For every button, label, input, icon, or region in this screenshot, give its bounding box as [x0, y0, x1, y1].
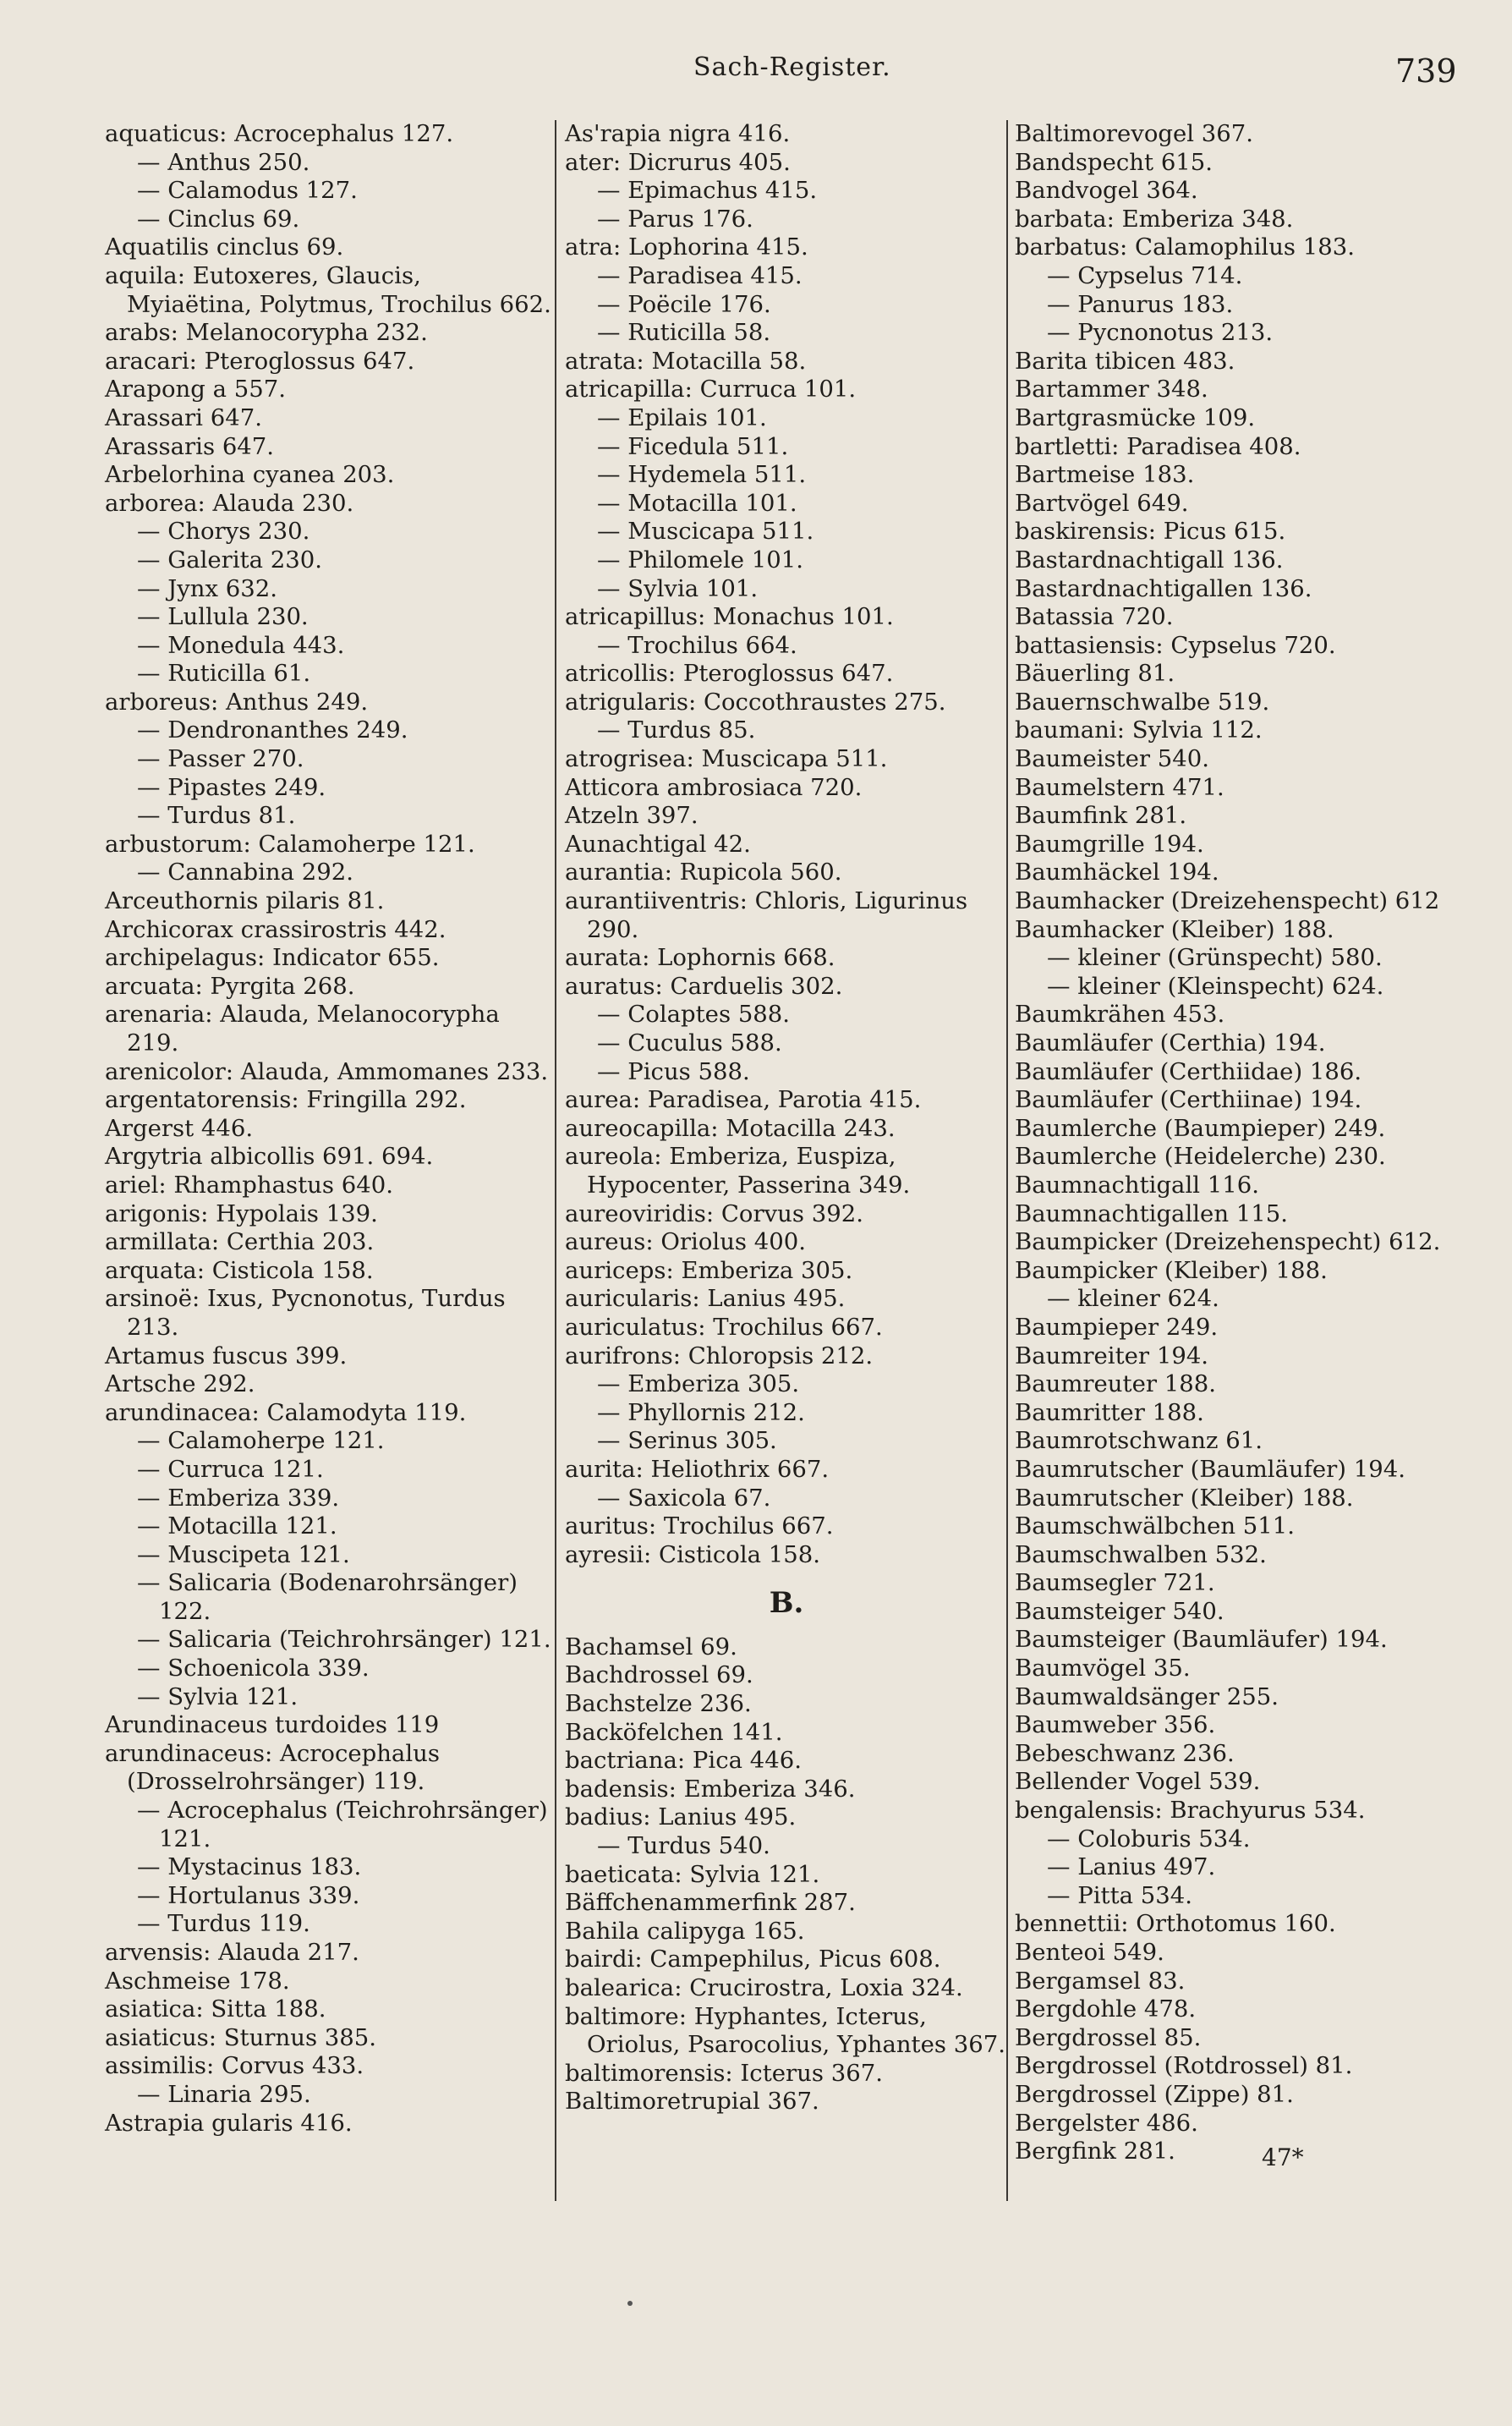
- index-entry: — Jynx 632.: [137, 574, 277, 602]
- index-entry: — Panurus 183.: [1047, 290, 1234, 318]
- index-entry: Backöfelchen 141.: [565, 1718, 783, 1746]
- index-entry: Archicorax crassirostris 442.: [105, 915, 446, 943]
- index-entry: arboreus: Anthus 249.: [105, 688, 369, 716]
- index-entry: Argytria albicollis 691. 694.: [105, 1143, 434, 1171]
- index-entry: arvensis: Alauda 217.: [105, 1939, 359, 1966]
- index-entry: Bergdohle 478.: [1015, 1995, 1197, 2023]
- sheet-signature: 47*: [1262, 2143, 1304, 2171]
- index-entry: barbatus: Calamophilus 183.: [1015, 233, 1355, 261]
- page-number: 739: [1395, 52, 1457, 90]
- index-entry: atra: Lophorina 415.: [565, 233, 808, 261]
- index-entry: Baltimoretrupial 367.: [565, 2088, 819, 2116]
- index-entry: — Ruticilla 58.: [597, 319, 771, 347]
- index-entry: Batassia 720.: [1015, 603, 1174, 631]
- index-entry: Barita tibicen 483.: [1015, 347, 1235, 375]
- index-entry: Arapong a 557.: [105, 376, 286, 403]
- index-entry: — Poëcile 176.: [597, 290, 771, 318]
- index-entry: As'rapia nigra 416.: [565, 120, 791, 147]
- index-entry: arcuata: Pyrgita 268.: [105, 972, 355, 1000]
- index-entry: arborea: Alauda 230.: [105, 489, 354, 517]
- index-entry: battasiensis: Cypselus 720.: [1015, 631, 1336, 659]
- index-entry: Baumnachtigallen 115.: [1015, 1199, 1289, 1227]
- index-entry: — Calamodus 127.: [137, 177, 358, 205]
- index-entry: Bebeschwanz 236.: [1015, 1739, 1235, 1767]
- index-entry: — Serinus 305.: [597, 1427, 777, 1455]
- index-entry: — Salicaria (Bodenarohrsänger) 122.: [137, 1569, 518, 1625]
- index-entry: Benteoi 549.: [1015, 1939, 1164, 1966]
- index-entry: — Paradisea 415.: [597, 261, 803, 289]
- index-entry: Baumläufer (Certhiinae) 194.: [1015, 1086, 1362, 1114]
- index-entry: — Ficedula 511.: [597, 432, 789, 460]
- index-entry: — Turdus 85.: [597, 716, 756, 744]
- index-entry: — Epimachus 415.: [597, 177, 818, 205]
- index-entry: — Lanius 497.: [1047, 1853, 1216, 1881]
- index-entry: auriculatus: Trochilus 667.: [565, 1313, 883, 1341]
- index-entry: Bachdrossel 69.: [565, 1661, 753, 1689]
- index-entry: Bachstelze 236.: [565, 1690, 752, 1718]
- speck-mark: [627, 2301, 633, 2306]
- index-entry: aquila: Eutoxeres, Glaucis, Myiaëtina, Polytmus, Trochilus 662.: [105, 261, 551, 318]
- index-entry: Bauernschwalbe 519.: [1015, 688, 1270, 716]
- index-entry: Bastardnachtigallen 136.: [1015, 574, 1312, 602]
- index-entry: — Chorys 230.: [137, 518, 310, 546]
- index-entry: Baumlerche (Baumpieper) 249.: [1015, 1114, 1386, 1142]
- index-entry: Baumsegler 721.: [1015, 1569, 1215, 1597]
- index-entry: Arceuthornis pilaris 81.: [105, 887, 385, 915]
- index-entry: aurea: Paradisea, Parotia 415.: [565, 1086, 922, 1114]
- index-entry: — Motacilla 101.: [597, 489, 797, 517]
- page-header: [0, 52, 1512, 95]
- index-entry: Baumweber 356.: [1015, 1711, 1216, 1739]
- index-entry: auricularis: Lanius 495.: [565, 1285, 846, 1313]
- index-entry: Baumschwalben 532.: [1015, 1540, 1267, 1568]
- index-entry: bactriana: Pica 446.: [565, 1747, 802, 1775]
- index-entry: assimilis: Corvus 433.: [105, 2052, 364, 2080]
- index-entry: Bergdrossel 85.: [1015, 2023, 1202, 2051]
- index-entry: Baumgrille 194.: [1015, 830, 1204, 858]
- index-entry: asiaticus: Sturnus 385.: [105, 2023, 377, 2051]
- index-entry: Baumfink 281.: [1015, 802, 1187, 830]
- index-entry: Baumrutscher (Baumläufer) 194.: [1015, 1455, 1406, 1483]
- index-entry: — Muscipeta 121.: [137, 1540, 350, 1568]
- index-entry: — Emberiza 305.: [597, 1370, 800, 1398]
- index-entry: Aunachtigal 42.: [565, 830, 751, 858]
- index-entry: — Muscicapa 511.: [597, 518, 814, 546]
- index-entry: argentatorensis: Fringilla 292.: [105, 1086, 467, 1114]
- index-entry: — Schoenicola 339.: [137, 1655, 370, 1682]
- index-entry: Baumritter 188.: [1015, 1398, 1204, 1426]
- index-entry: — Philomele 101.: [597, 546, 803, 574]
- index-entry: — Saxicola 67.: [597, 1484, 771, 1512]
- index-entry: Baumschwälbchen 511.: [1015, 1512, 1296, 1540]
- index-entry: Bartvögel 649.: [1015, 489, 1189, 517]
- index-entry: auritus: Trochilus 667.: [565, 1512, 834, 1540]
- index-entry: — Pipastes 249.: [137, 773, 326, 801]
- index-entry: Bastardnachtigall 136.: [1015, 546, 1284, 574]
- index-entry: Artsche 292.: [105, 1370, 255, 1398]
- index-entry: — Curruca 121.: [137, 1455, 324, 1483]
- index-entry: auratus: Carduelis 302.: [565, 972, 843, 1000]
- index-entry: — Turdus 119.: [137, 1910, 310, 1938]
- index-entry: Baumhäckel 194.: [1015, 859, 1219, 886]
- index-entry: Baumrutscher (Kleiber) 188.: [1015, 1484, 1354, 1512]
- index-entry: arenicolor: Alauda, Ammomanes 233.: [105, 1057, 549, 1085]
- index-entry: — Sylvia 101.: [597, 574, 759, 602]
- index-entry: — Sylvia 121.: [137, 1682, 299, 1710]
- section-heading: B.: [769, 1586, 804, 1621]
- index-entry: aureus: Oriolus 400.: [565, 1228, 806, 1256]
- index-entry: Arundinaceus turdoides 119: [105, 1711, 440, 1739]
- index-entry: Artamus fuscus 399.: [105, 1342, 348, 1369]
- index-entry: Bergdrossel (Rotdrossel) 81.: [1015, 2052, 1353, 2080]
- index-entry: Baumrotschwanz 61.: [1015, 1427, 1263, 1455]
- index-entry: arundinacea: Calamodyta 119.: [105, 1398, 467, 1426]
- index-entry: — Turdus 540.: [597, 1832, 770, 1860]
- index-entry: — kleiner 624.: [1047, 1285, 1219, 1313]
- index-entry: — Emberiza 339.: [137, 1484, 340, 1512]
- index-entry: — Pitta 534.: [1047, 1881, 1193, 1909]
- index-entry: Baumhacker (Kleiber) 188.: [1015, 915, 1334, 943]
- index-entry: — Dendronanthes 249.: [137, 716, 408, 744]
- index-entry: aureocapilla: Motacilla 243.: [565, 1114, 896, 1142]
- index-entry: Bandvogel 364.: [1015, 177, 1198, 205]
- index-entry: — Anthus 250.: [137, 148, 310, 176]
- index-entry: arquata: Cisticola 158.: [105, 1256, 374, 1284]
- index-entry: — Trochilus 664.: [597, 631, 797, 659]
- index-entry: Baumeister 540.: [1015, 745, 1210, 773]
- index-entry: Baumpicker (Kleiber) 188.: [1015, 1256, 1328, 1284]
- index-entry: Atticora ambrosiaca 720.: [565, 773, 863, 801]
- index-entry: — Cannabina 292.: [137, 859, 353, 886]
- index-entry: — Galerita 230.: [137, 546, 323, 574]
- index-entry: — kleiner (Kleinspecht) 624.: [1047, 972, 1384, 1000]
- index-entry: Bäuerling 81.: [1015, 660, 1175, 688]
- index-entry: Baumpicker (Dreizehenspecht) 612.: [1015, 1228, 1441, 1256]
- index-entry: baltimore: Hyphantes, Icterus, Oriolus, Psarocolius, Yphantes 367.: [565, 2002, 1005, 2059]
- index-entry: Bellender Vogel 539.: [1015, 1768, 1261, 1796]
- index-entry: bennettii: Orthotomus 160.: [1015, 1910, 1336, 1938]
- column-rule-1: [555, 120, 556, 2201]
- index-entry: badensis: Emberiza 346.: [565, 1775, 856, 1803]
- index-entry: Baumlerche (Heidelerche) 230.: [1015, 1143, 1386, 1171]
- index-entry: Bäffchenammerfink 287.: [565, 1889, 856, 1917]
- index-entry: Arbelorhina cyanea 203.: [105, 461, 395, 489]
- index-entry: arbustorum: Calamoherpe 121.: [105, 830, 475, 858]
- index-entry: Bergfink 281.: [1015, 2138, 1175, 2165]
- index-entry: badius: Lanius 495.: [565, 1803, 797, 1831]
- index-entry: arabs: Melanocorypha 232.: [105, 319, 428, 347]
- index-entry: — Hortulanus 339.: [137, 1881, 360, 1909]
- index-entry: bairdi: Campephilus, Picus 608.: [565, 1946, 941, 1973]
- index-entry: atricapillus: Monachus 101.: [565, 603, 894, 631]
- index-entry: aurita: Heliothrix 667.: [565, 1455, 830, 1483]
- index-entry: atrigularis: Coccothraustes 275.: [565, 688, 946, 716]
- index-entry: balearica: Crucirostra, Loxia 324.: [565, 1974, 963, 2001]
- index-entry: Baumkrähen 453.: [1015, 1001, 1225, 1029]
- index-entry: — Phyllornis 212.: [597, 1398, 805, 1426]
- index-column-3: [1015, 120, 1471, 2166]
- index-entry: — Mystacinus 183.: [137, 1853, 362, 1881]
- index-entry: arigonis: Hypolais 139.: [105, 1199, 378, 1227]
- index-entry: Baumsteiger 540.: [1015, 1597, 1224, 1625]
- index-entry: Aquatilis cinclus 69.: [105, 233, 344, 261]
- index-entry: barbata: Emberiza 348.: [1015, 205, 1294, 233]
- index-entry: aureoviridis: Corvus 392.: [565, 1199, 863, 1227]
- index-entry: aurifrons: Chloropsis 212.: [565, 1342, 874, 1369]
- column-rule-2: [1006, 120, 1008, 2201]
- index-entry: Bartgrasmücke 109.: [1015, 403, 1256, 431]
- index-entry: arundinaceus: Acrocephalus (Drosselrohrsänger) 119.: [105, 1739, 440, 1796]
- index-entry: — Epilais 101.: [597, 403, 767, 431]
- index-entry: — Linaria 295.: [137, 2080, 311, 2108]
- index-entry: Argerst 446.: [105, 1114, 254, 1142]
- index-entry: Bergdrossel (Zippe) 81.: [1015, 2080, 1294, 2108]
- index-entry: Bachamsel 69.: [565, 1633, 737, 1660]
- index-entry: Bahila calipyga 165.: [565, 1917, 805, 1945]
- index-entry: Baumnachtigall 116.: [1015, 1171, 1260, 1199]
- index-entry: Arassari 647.: [105, 403, 262, 431]
- index-entry: ater: Dicrurus 405.: [565, 148, 791, 176]
- index-entry: Baumhacker (Dreizehenspecht) 612: [1015, 887, 1440, 915]
- index-entry: ariel: Rhamphastus 640.: [105, 1171, 393, 1199]
- index-entry: Baltimorevogel 367.: [1015, 120, 1254, 147]
- index-entry: Bergamsel 83.: [1015, 1967, 1186, 1995]
- index-entry: armillata: Certhia 203.: [105, 1228, 375, 1256]
- index-entry: aurantiiventris: Chloris, Ligurinus 290.: [565, 887, 968, 943]
- index-entry: Baumsteiger (Baumläufer) 194.: [1015, 1626, 1388, 1654]
- index-entry: — Passer 270.: [137, 745, 304, 773]
- index-entry: Baumreiter 194.: [1015, 1342, 1209, 1369]
- index-column-2: [565, 120, 1008, 2116]
- index-entry: baeticata: Sylvia 121.: [565, 1860, 820, 1888]
- index-entry: aurantia: Rupicola 560.: [565, 859, 842, 886]
- index-entry: — Picus 588.: [597, 1057, 750, 1085]
- index-entry: atricollis: Pteroglossus 647.: [565, 660, 894, 688]
- index-entry: Astrapia gularis 416.: [105, 2109, 353, 2137]
- index-entry: Baumläufer (Certhia) 194.: [1015, 1029, 1326, 1057]
- index-entry: Baumläufer (Certhiidae) 186.: [1015, 1057, 1362, 1085]
- index-column-1: [105, 120, 551, 2138]
- index-entry: — Parus 176.: [597, 205, 753, 233]
- index-entry: — Acrocephalus (Teichrohrsänger) 121.: [137, 1797, 548, 1852]
- index-entry: — Cuculus 588.: [597, 1029, 782, 1057]
- index-entry: Arassaris 647.: [105, 432, 275, 460]
- index-entry: — Cinclus 69.: [137, 205, 300, 233]
- index-entry: asiatica: Sitta 188.: [105, 1995, 326, 2023]
- index-entry: — Motacilla 121.: [137, 1512, 337, 1540]
- index-entry: — Ruticilla 61.: [137, 660, 311, 688]
- index-entry: baumani: Sylvia 112.: [1015, 716, 1263, 744]
- index-entry: bartletti: Paradisea 408.: [1015, 432, 1301, 460]
- index-entry: Baumvögel 35.: [1015, 1655, 1191, 1682]
- index-entry: atricapilla: Curruca 101.: [565, 376, 857, 403]
- index-entry: Bandspecht 615.: [1015, 148, 1213, 176]
- index-entry: — Lullula 230.: [137, 603, 309, 631]
- index-entry: — Salicaria (Teichrohrsänger) 121.: [137, 1626, 551, 1654]
- index-entry: arenaria: Alauda, Melanocorypha 219.: [105, 1001, 500, 1057]
- index-entry: — Colaptes 588.: [597, 1001, 791, 1029]
- index-entry: baskirensis: Picus 615.: [1015, 518, 1286, 546]
- index-entry: aureola: Emberiza, Euspiza, Hypocenter, Passerina 349.: [565, 1143, 911, 1199]
- index-entry: aurata: Lophornis 668.: [565, 944, 835, 972]
- index-entry: Baumreuter 188.: [1015, 1370, 1216, 1398]
- index-entry: atrata: Motacilla 58.: [565, 347, 807, 375]
- index-entry: — Coloburis 534.: [1047, 1825, 1251, 1852]
- index-entry: — Pycnonotus 213.: [1047, 319, 1274, 347]
- index-entry: atrogrisea: Muscicapa 511.: [565, 745, 888, 773]
- index-entry: archipelagus: Indicator 655.: [105, 944, 440, 972]
- index-entry: Baumpieper 249.: [1015, 1313, 1219, 1341]
- index-entry: aracari: Pteroglossus 647.: [105, 347, 415, 375]
- index-entry: aquaticus: Acrocephalus 127.: [105, 120, 454, 147]
- running-head: Sach-Register.: [693, 52, 891, 82]
- index-entry: Bartmeise 183.: [1015, 461, 1195, 489]
- index-entry: Bergelster 486.: [1015, 2109, 1198, 2137]
- index-entry: — Turdus 81.: [137, 802, 296, 830]
- index-entry: ayresii: Cisticola 158.: [565, 1540, 820, 1568]
- index-entry: arsinoë: Ixus, Pycnonotus, Turdus 213.: [105, 1285, 506, 1341]
- index-entry: baltimorensis: Icterus 367.: [565, 2059, 883, 2087]
- index-entry: Atzeln 397.: [565, 802, 698, 830]
- index-entry: — kleiner (Grünspecht) 580.: [1047, 944, 1383, 972]
- index-entry: — Cypselus 714.: [1047, 261, 1243, 289]
- index-entry: Bartammer 348.: [1015, 376, 1208, 403]
- index-entry: — Hydemela 511.: [597, 461, 807, 489]
- index-entry: bengalensis: Brachyurus 534.: [1015, 1797, 1366, 1825]
- index-entry: Baumwaldsänger 255.: [1015, 1682, 1279, 1710]
- index-entry: auriceps: Emberiza 305.: [565, 1256, 853, 1284]
- index-entry: Aschmeise 178.: [105, 1967, 290, 1995]
- index-entry: Baumelstern 471.: [1015, 773, 1224, 801]
- index-entry: — Calamoherpe 121.: [137, 1427, 385, 1455]
- index-entry: — Monedula 443.: [137, 631, 345, 659]
